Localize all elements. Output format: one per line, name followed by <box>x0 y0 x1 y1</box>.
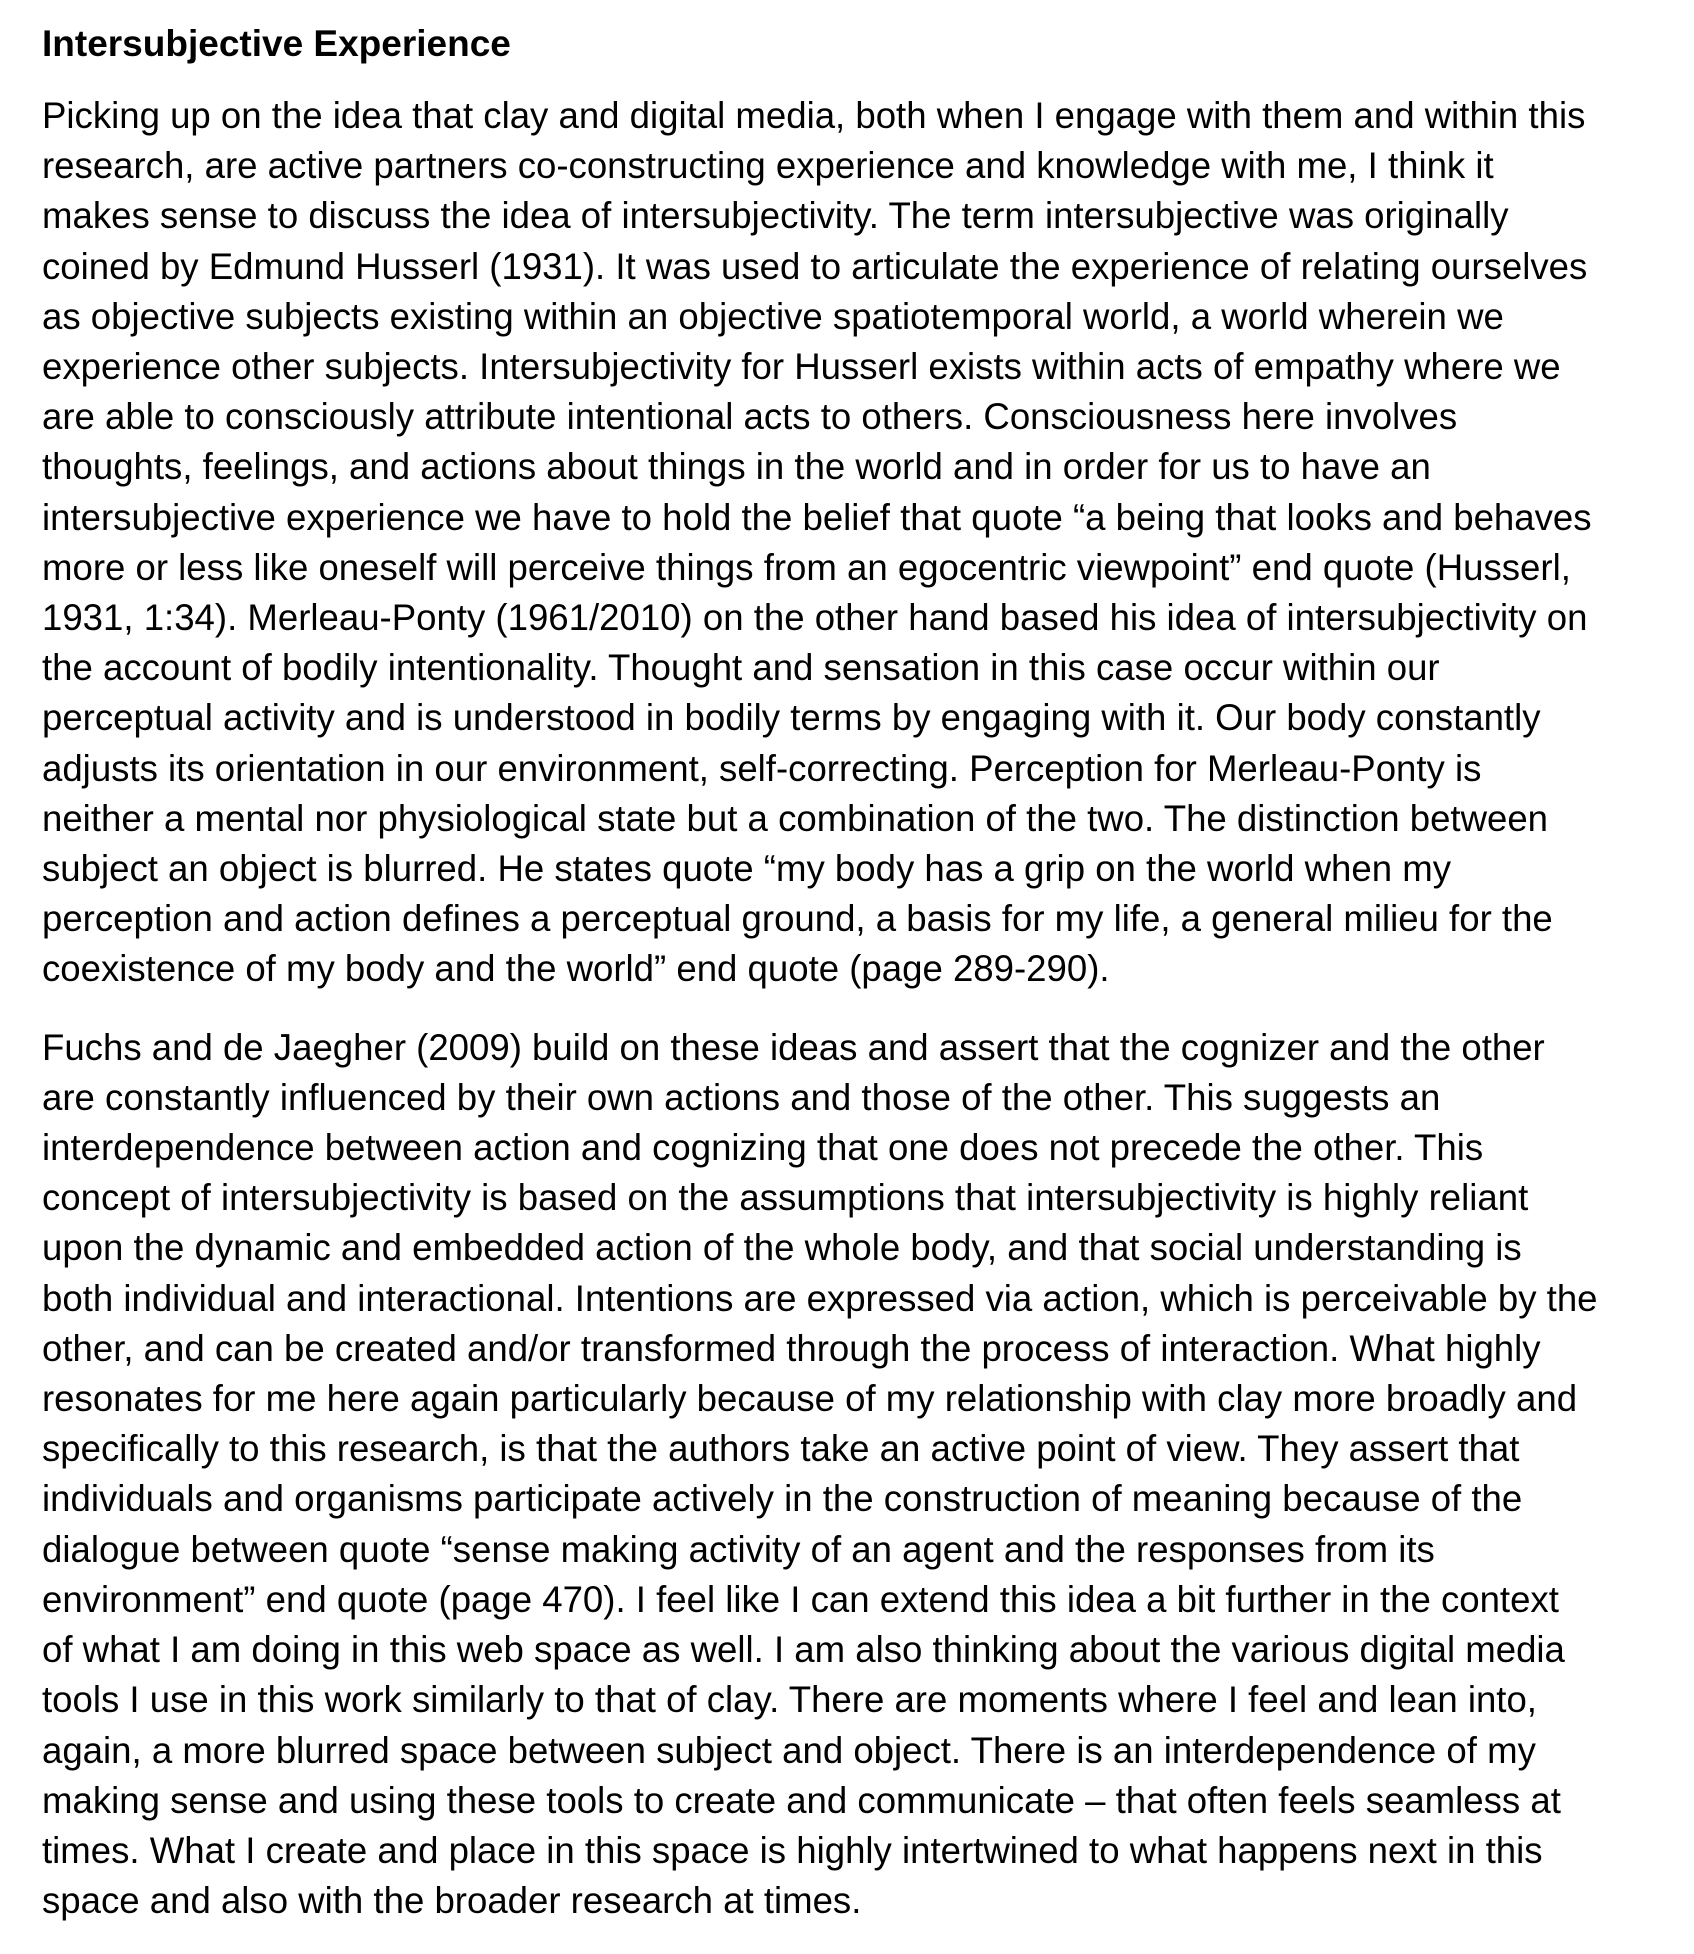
paragraph-line: perception and action defines a perceptual ground, a basis for my life, a general milieu for the <box>42 898 1553 940</box>
paragraph-line: again, a more blurred space between subject and object. There is an interdependence of my <box>42 1729 1536 1771</box>
paragraph-line: concept of intersubjectivity is based on the assumptions that intersubjectivity is highly reliant <box>42 1177 1529 1219</box>
paragraph-line: of what I am doing in this web space as well. I am also thinking about the various digital media <box>42 1629 1565 1671</box>
paragraph-line: other, and can be created and/or transformed through the process of interaction. What highly <box>42 1327 1541 1369</box>
paragraph-line: more or less like oneself will perceive things from an egocentric viewpoint” end quote (Husserl, <box>42 546 1571 588</box>
paragraph-line: times. What I create and place in this space is highly intertwined to what happens next in this <box>42 1829 1543 1871</box>
paragraph-line: research, are active partners co-constructing experience and knowledge with me, I think it <box>42 145 1494 187</box>
paragraph-line: perceptual activity and is understood in bodily terms by engaging with it. Our body constantly <box>42 697 1541 739</box>
paragraph-line: Fuchs and de Jaegher (2009) build on these ideas and assert that the cognizer and the other <box>42 1026 1545 1068</box>
paragraph-line: making sense and using these tools to create and communicate – that often feels seamless at <box>42 1779 1561 1821</box>
paragraph-line: are able to consciously attribute intentional acts to others. Consciousness here involves <box>42 396 1458 438</box>
paragraph-line: space and also with the broader research at times. <box>42 1880 862 1922</box>
paragraph-line: individuals and organisms participate actively in the construction of meaning because of the <box>42 1478 1523 1520</box>
paragraph-line: tools I use in this work similarly to that of clay. There are moments where I feel and lean into, <box>42 1679 1537 1721</box>
paragraph-2 <box>42 1023 1672 1927</box>
document-body <box>42 18 1672 1954</box>
paragraph-line: makes sense to discuss the idea of intersubjectivity. The term intersubjective was originally <box>42 195 1509 237</box>
paragraph-1 <box>42 91 1672 995</box>
paragraph-line: dialogue between quote “sense making activity of an agent and the responses from its <box>42 1528 1435 1570</box>
paragraph-line: subject an object is blurred. He states quote “my body has a grip on the world when my <box>42 848 1451 890</box>
paragraph-line: environment” end quote (page 470). I feel like I can extend this idea a bit further in the context <box>42 1578 1559 1620</box>
paragraph-line: are constantly influenced by their own actions and those of the other. This suggests an <box>42 1076 1441 1118</box>
paragraph-line: the account of bodily intentionality. Thought and sensation in this case occur within our <box>42 647 1440 689</box>
paragraph-line: coined by Edmund Husserl (1931). It was used to articulate the experience of relating ourselves <box>42 245 1588 287</box>
paragraph-line: Picking up on the idea that clay and digital media, both when I engage with them and within this <box>42 95 1586 136</box>
paragraph-line: interdependence between action and cognizing that one does not precede the other. This <box>42 1127 1484 1169</box>
paragraph-line: experience other subjects. Intersubjectivity for Husserl exists within acts of empathy where we <box>42 346 1561 388</box>
paragraph-line: coexistence of my body and the world” end quote (page 289-290). <box>42 948 1110 990</box>
paragraph-container <box>42 91 1672 1926</box>
paragraph-line: upon the dynamic and embedded action of the whole body, and that social understanding is <box>42 1227 1522 1269</box>
paragraph-line: 1931, 1:34). Merleau-Ponty (1961/2010) on the other hand based his idea of intersubjectivity on <box>42 597 1588 639</box>
paragraph-line: specifically to this research, is that the authors take an active point of view. They assert that <box>42 1428 1520 1470</box>
paragraph-line: both individual and interactional. Intentions are expressed via action, which is perceivable by the <box>42 1277 1598 1319</box>
section-heading: Intersubjective Experience <box>42 23 511 64</box>
paragraph-line: thoughts, feelings, and actions about things in the world and in order for us to have an <box>42 446 1431 488</box>
paragraph-line: resonates for me here again particularly because of my relationship with clay more broadly and <box>42 1378 1578 1420</box>
paragraph-line: adjusts its orientation in our environment, self-correcting. Perception for Merleau-Ponty is <box>42 747 1482 789</box>
paragraph-line: as objective subjects existing within an objective spatiotemporal world, a world wherein we <box>42 295 1504 337</box>
paragraph-line: intersubjective experience we have to hold the belief that quote “a being that looks and behaves <box>42 496 1592 538</box>
paragraph-line: neither a mental nor physiological state but a combination of the two. The distinction between <box>42 797 1549 839</box>
